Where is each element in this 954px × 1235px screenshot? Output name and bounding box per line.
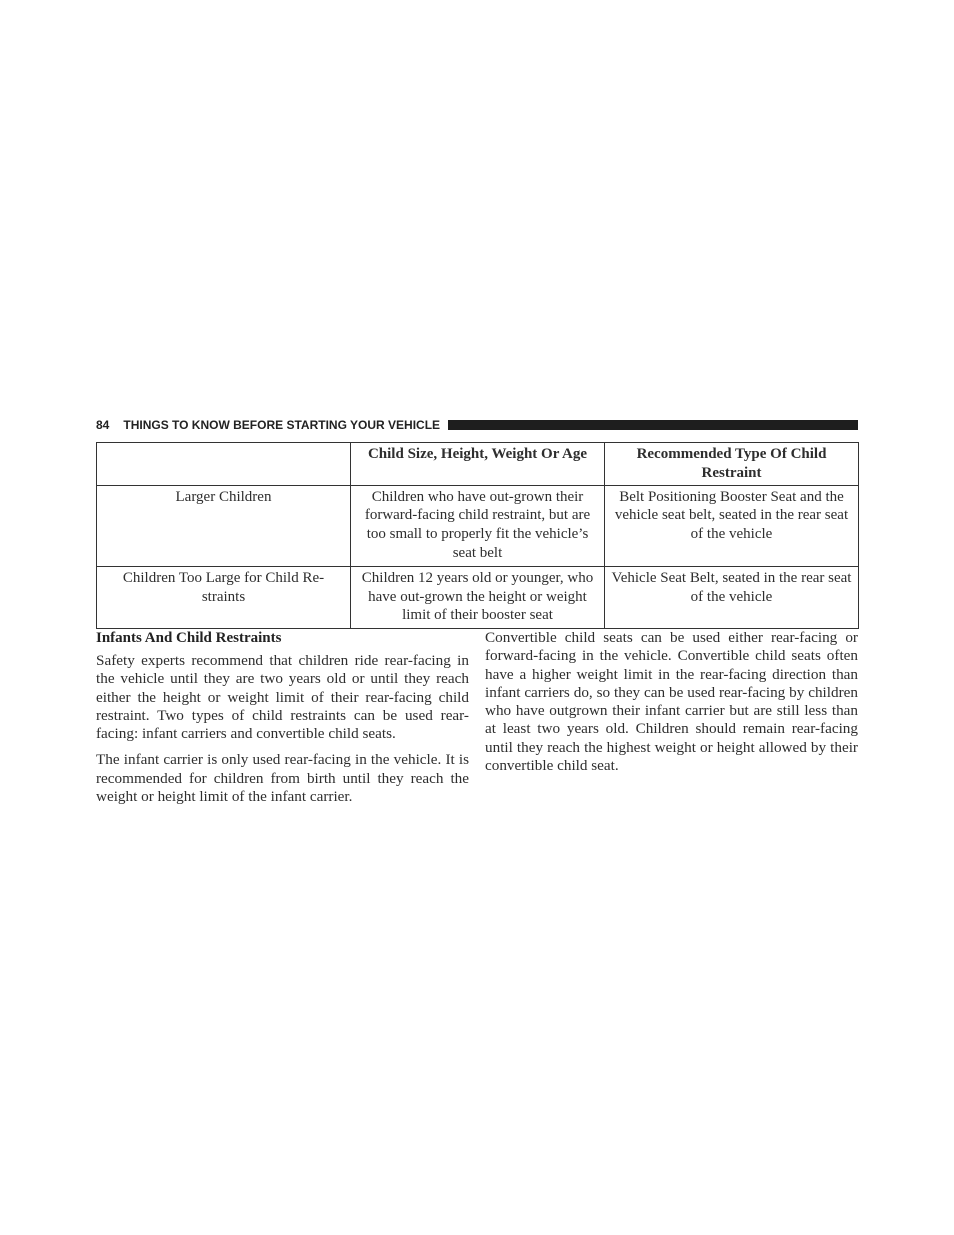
- table-header-cell: [97, 443, 351, 486]
- page-number: 84: [96, 418, 110, 432]
- table-header-cell: Recommended Type Of Child Restraint: [605, 443, 859, 486]
- header-rule: [448, 420, 858, 430]
- table-cell: Children who have out-grown their forward-facing child restraint, but are too small to properly fit the vehicle’s seat belt: [351, 485, 605, 566]
- table-header-row: [97, 443, 859, 486]
- right-column: [485, 629, 858, 783]
- child-restraint-table: [96, 442, 859, 629]
- table-cell: Children Too Large for Child Re-straints: [97, 566, 351, 628]
- left-column: [96, 629, 469, 814]
- body-paragraph: The infant carrier is only used rear-facing in the vehicle. It is recommended for children from birth until they reach the weight or height limit of the infant carrier.: [96, 751, 469, 806]
- table-cell: Vehicle Seat Belt, seated in the rear seat of the vehicle: [605, 566, 859, 628]
- table-row: [97, 566, 859, 628]
- body-paragraph: Convertible child seats can be used either rear-facing or forward-facing in the vehicle. Convertible child seats often have a higher weight limit in the rear-facing direction than infant carriers do, so they can be used rear-facing by children who have outgrown their infant carrier but are still less than at least two years old. Children should remain rear-facing until they reach the highest weight or height allowed by their convertible child seat.: [485, 629, 858, 775]
- table-row: [97, 485, 859, 566]
- table-cell: Belt Positioning Booster Seat and the vehicle seat belt, seated in the rear seat of the vehicle: [605, 485, 859, 566]
- table-header-cell: Child Size, Height, Weight Or Age: [351, 443, 605, 486]
- table-cell: Larger Children: [97, 485, 351, 566]
- section-title: THINGS TO KNOW BEFORE STARTING YOUR VEHICLE: [123, 418, 441, 432]
- body-paragraph: Safety experts recommend that children ride rear-facing in the vehicle until they are two years old or until they reach either the height or weight limit of their rear-facing child restraint. Two types of child restraints can be used rear-facing: infant carriers and convertible child seats.: [96, 652, 469, 743]
- page-header: [96, 417, 858, 433]
- section-heading: Infants And Child Restraints: [96, 630, 282, 646]
- table-cell: Children 12 years old or younger, who have out-grown the height or weight limit of their booster seat: [351, 566, 605, 628]
